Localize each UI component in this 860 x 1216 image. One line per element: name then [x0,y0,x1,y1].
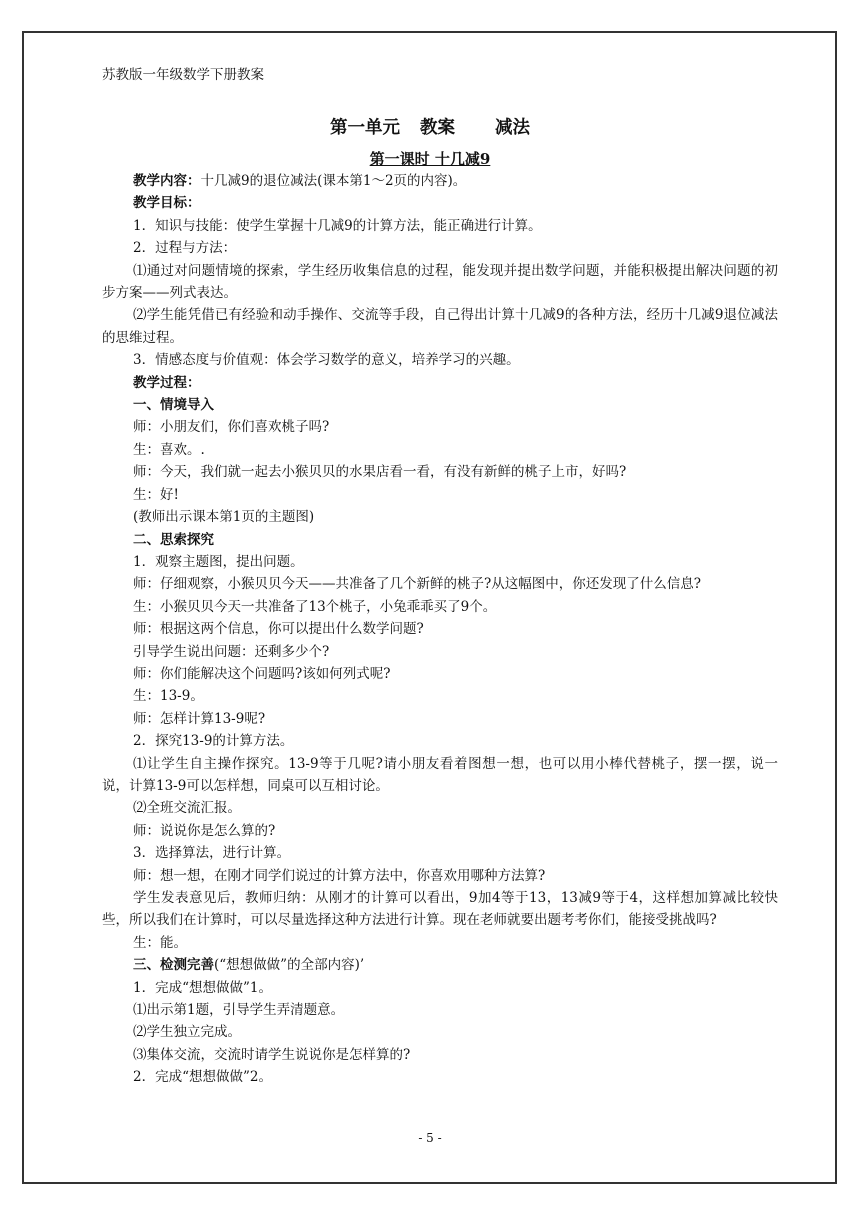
step-line: 2．完成“想想做做”2。 [133,1069,272,1086]
page-number: - 5 - [418,1131,442,1145]
teaching-content [102,170,778,192]
goal-process: 2．过程与方法： [133,240,237,257]
dialogue-line: 师：小朋友们，你们喜欢桃子吗? [133,419,330,436]
text-teaching-content: 十几减9的退位减法(课本第1～2页的内容)。 [200,173,467,189]
dialogue-line: 师：仔细观察，小猴贝贝今天——共准备了几个新鲜的桃子?从这幅图中，你还发现了什么信息? [133,576,701,593]
goal-knowledge: 1．知识与技能：使学生掌握十几减9的计算方法，能正确进行计算。 [133,217,542,234]
label-teaching-content: 教学内容： [133,173,201,189]
section-heading-3-title: 三、检测完善 [133,957,214,974]
dialogue-line: 师：根据这两个信息，你可以提出什么数学问题? [133,621,424,638]
dialogue-line: 引导学生说出问题：还剩多少个? [133,643,330,660]
dialogue-line: 师：你们能解决这个问题吗?该如何列式呢? [133,665,391,682]
unit-title [0,114,860,139]
title-part-plan: 教案 [420,118,455,138]
lesson-subtitle: 第一课时 十几减9 [369,150,491,168]
label-teaching-process: 教学过程： [133,374,201,391]
dialogue-line: 师：说说你是怎么算的? [133,822,276,839]
dialogue-line: 师：今天，我们就一起去小猴贝贝的水果店看一看，有没有新鲜的桃子上市，好吗? [133,464,627,481]
step-paragraph: ⑴让学生自主操作探究。13-9等于几呢?请小朋友看着图想一想，也可以用小棒代替桃子，摆一摆，说一说，计算13-9可以怎样想，同桌可以互相讨论。 [102,755,778,794]
stage-note: (教师出示课本第1页的主题图) [133,509,315,526]
step-line: 1．完成“想想做做”1。 [133,979,272,996]
dialogue-line: 生：能。 [133,934,187,951]
section-heading-1: 一、情境导入 [133,397,214,414]
section-heading-3-note: (“想想做做”的全部内容)’ [214,957,365,974]
dialogue-line: 师：想一想，在刚才同学们说过的计算方法中，你喜欢用哪种方法算? [133,867,546,884]
title-part-topic: 减法 [495,118,530,138]
dialogue-line: 师：怎样计算13-9呢? [133,710,266,727]
dialogue-line: 生：好! [133,486,179,503]
step-line: ⑶集体交流，交流时请学生说说你是怎样算的? [133,1046,411,1063]
dialogue-line: 生：小猴贝贝今天一共准备了13个桃子，小兔乖乖买了9个。 [133,598,497,615]
goal-attitude: 3．情感态度与价值观：体会学习数学的意义，培养学习的兴趣。 [133,352,520,369]
goal-process-a: ⑴通过对问题情境的探索，学生经历收集信息的过程，能发现并提出数学问题，并能积极提出解决问题的初步方案——列式表达。 [102,262,778,302]
section-heading-3 [102,954,778,976]
running-header: 苏教版一年级数学下册教案 [102,67,264,83]
goal-process-b: ⑵学生能凭借已有经验和动手操作、交流等手段，自己得出计算十几减9的各种方法，经历十几减9退位减法的思维过程。 [102,307,778,346]
section-heading-2: 二、思索探究 [133,531,214,548]
step-line: ⑵学生独立完成。 [133,1024,241,1041]
lesson-body [102,170,778,1089]
summary-paragraph: 学生发表意见后，教师归纳：从刚才的计算可以看出，9加4等于13，13减9等于4，这样想加算减比较快些，所以我们在计算时，可以尽量选择这种方法进行计算。现在老师就要出题考考你们，能接受挑战吗? [102,890,778,929]
title-part-unit: 第一单元 [330,118,400,138]
step-line: 3．选择算法，进行计算。 [133,845,291,862]
step-line: 2．探究13-9的计算方法。 [133,733,294,750]
step-line: ⑵全班交流汇报。 [133,800,241,817]
step-line: ⑴出示第1题，引导学生弄清题意。 [133,1002,345,1019]
dialogue-line: 生：13-9。 [133,688,204,705]
step-line: 1．观察主题图，提出问题。 [133,553,304,570]
label-teaching-goals: 教学目标： [133,195,201,212]
dialogue-line: 生：喜欢。. [133,441,205,458]
